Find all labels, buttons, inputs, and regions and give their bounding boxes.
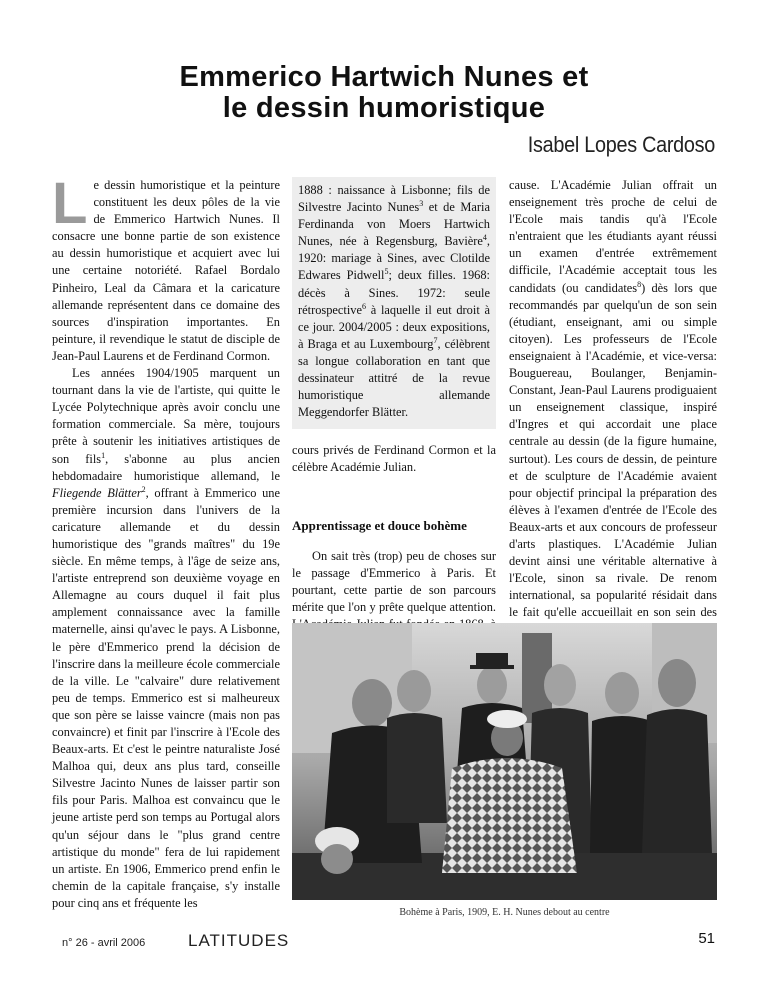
column-3: [509, 177, 717, 656]
issue-label: n° 26 - avril 2006: [62, 937, 146, 949]
text-run: Les années 1904/1905 marquent un tournant dans la vie de l'artiste, qui quitte le Lycée Polytechnique après avoir conclu une formation commerciale. Sa mère, toujours prête à soutenir les initiatives artistiques de son fils: [52, 366, 280, 466]
group-photograph: [292, 623, 717, 900]
paragraph-intro: [52, 171, 280, 365]
title-line-2: le dessin humoristique: [222, 92, 546, 124]
article-title: [0, 62, 768, 124]
text-run: , 1920: mariage à Sines, avec Clotilde Edwares Pidwell: [298, 234, 490, 283]
footnote-ref: 5: [384, 267, 389, 277]
paragraph-1904: [52, 365, 280, 912]
magazine-title: Fliegende Blätter: [52, 485, 142, 500]
author-name: Isabel Lopes Cardoso: [527, 132, 715, 157]
text-run: cause. L'Académie Julian offrait un enseignement très proche de celui de l'Ecole mais tandis qu'à l'Ecole n'entraient que les étudiants ayant réussi un examen d'entrée extrêmement difficile, l'Académie acceptait tous les candidats (ou candidates: [509, 178, 717, 295]
paragraph-intro-text: e dessin humoristique et la peinture constituent les deux pôles de la vie de Emmerico Hartwich Nunes. Il consacre une bonne partie de son existence au dessin humoristique et acquiert avec lui une certaine notoriété. Rafael Bordalo Pinheiro, Leal da Câmara et la caricature allemande représentent dans ce domaine des sources d'inspiration importantes. En peinture, il revendique le statut de disciple de Jean-Paul Laurens et de Ferdinand Cormon.: [52, 178, 280, 363]
text-run: 1888 : naissance à Lisbonne; fils de Silvestre Jacinto Nunes: [298, 183, 490, 215]
photo-caption: Bohème à Paris, 1909, E. H. Nunes debout au centre: [399, 907, 610, 918]
column-1: [52, 171, 280, 912]
text-run: à laquelle il eut droit à ce jour. 2004/2005 : deux expositions, à Braga et au Luxembourg: [298, 302, 490, 351]
footnote-ref: 7: [433, 335, 438, 345]
drop-cap: L: [52, 171, 88, 236]
section-heading: Apprentissage et douce bohème: [292, 517, 467, 533]
text-run: , célèbrent sa longue collaboration en tant que dessinateur attitré de la revue humoristique allemande Meggendorfer Blätter.: [298, 336, 490, 420]
paragraph-paris: On sait très (trop) peu de choses sur le passage d'Emmerico à Paris. Et pourtant, cette partie de son parcours mérite que l'on y prête quelque attention.: [292, 548, 496, 614]
text-run: , s'abonne au plus ancien hebdomadaire humoristique allemand, le: [52, 451, 280, 483]
paragraph-academie: [509, 177, 717, 656]
text-run: et de Maria Ferdinanda von Moers Hartwich Nunes, née à Regensburg, Bavière: [298, 200, 490, 249]
text-run: ; deux filles. 1968: décès à Sines. 1972: seule rétrospective: [298, 268, 490, 317]
biography-box: [292, 177, 496, 429]
text-run: ) dès lors que recommandés par quelqu'un de son sein (étudiant, enseignant, ami ou simple citoyen). Les professeurs de l'Ecole enseignaient à l'Académie, et vice-versa: Bouguereau, Boulanger, Benjamin-Constant, Jean-Paul Laurens prodiguaient un enseignement classique, inspiré d'Ingres et qui accordait une place centrale au dessin (de la figure humaine, surtout). Les cours de dessin, de peinture et de sculpture de l'Académie avaient pour objectif principal la préparation des élèves à l'examen d'entrée de l'Ecole des Beaux-arts et aux concours de professeur d'arts plastiques. L'Académie Julian devint ainsi une véritable alternative à l'Ecole, sinon sa rivale. De renom international, sa popularité résidait dans le fait qu'elle accueillait en son sein des: [509, 280, 717, 620]
photo-illustration: [292, 623, 717, 900]
footnote-ref: 6: [362, 301, 366, 311]
footnote-ref: 2: [141, 484, 146, 494]
title-line-1: Emmerico Hartwich Nunes et: [179, 61, 589, 93]
text-run: , offrant à Emmerico une première incursion dans l'univers de la caricature allemande et du dessin humoristique des "grands maîtres" du 19e siècle. En même temps, à l'âge de seize ans, l'artiste entreprend son deuxième voyage en Allemagne au cours duquel il fait plus amplement connaissance avec la famille maternelle, ainsi qu'avec le pays. A Lisbonne, le père d'Emmerico prend la décision de l'inscrire dans la meilleure école commerciale de la ville. Le "calvaire" dure relativement peu de temps. Emmerico est si malheureux que son père se laisse vaincre (mais non pas convaincre) et finit par l'inscrire à l'Ecole des Beaux-arts. Et c'est le peintre naturaliste José Malhoa qui, deux ans plus tard, conseille Silvestre Jacinto Nunes de laisser partir son fils pour Paris. Malhoa est convaincu que le jeune artiste perd son temps au Portugal alors qu'un séjour dans le "plus grand centre artistique du monde" fera de lui rapidement un artiste. En 1906, Emmerico prend enfin le chemin de la capitale française, s'y installe pour cinq ans et fréquente les: [52, 485, 280, 910]
page-number: 51: [698, 930, 715, 947]
magazine-logo: LATITUDES: [188, 931, 290, 950]
footnote-ref: 1: [101, 450, 106, 460]
footnote-ref: 4: [482, 233, 487, 243]
paragraph-cours-prives: cours privés de Ferdinand Cormon et la célèbre Académie Julian.: [292, 443, 496, 475]
footnote-ref: 3: [419, 198, 424, 208]
footnote-ref: 8: [637, 279, 642, 289]
column-2: [292, 177, 496, 684]
